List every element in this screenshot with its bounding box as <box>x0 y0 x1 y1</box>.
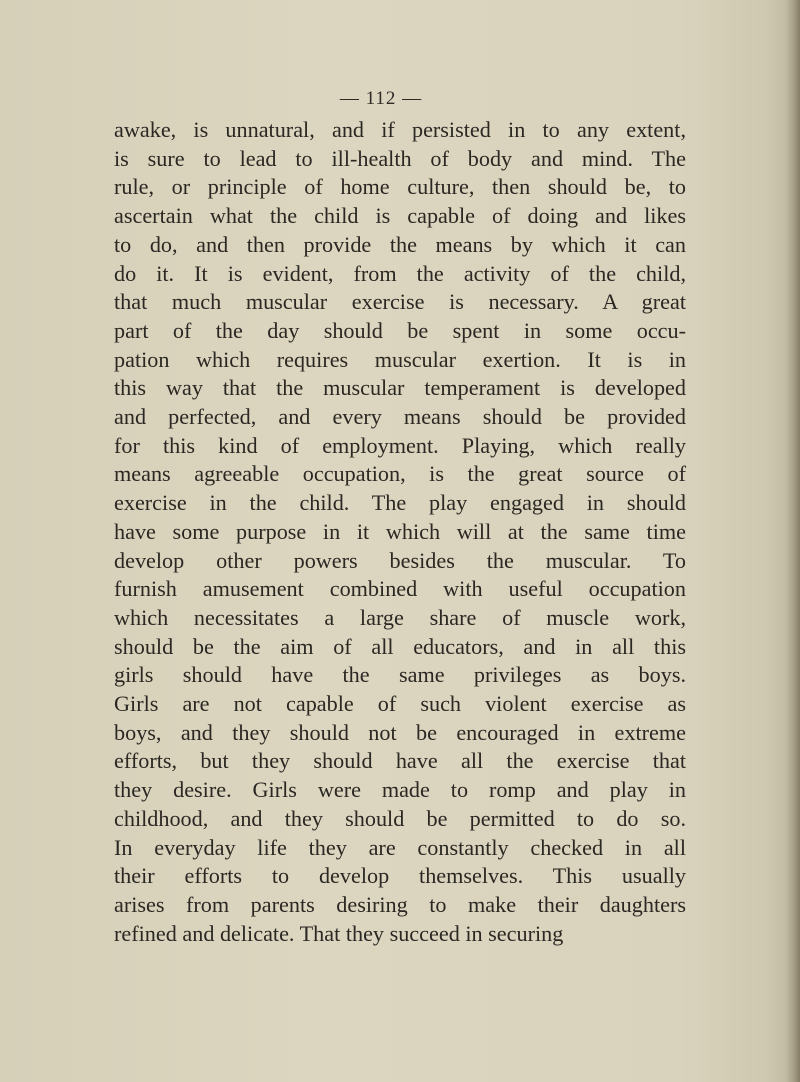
text-line: rule, or principle of home culture, then should be, to <box>114 174 686 200</box>
text-line: arises from parents desiring to make their daughters <box>114 891 686 917</box>
text-line: refined and delicate. That they succeed in securing <box>114 920 564 946</box>
text-line: to do, and then provide the means by which it can <box>114 231 686 257</box>
text-line: do it. It is evident, from the activity of the child, <box>114 260 686 286</box>
text-line: Girls are not capable of such violent exercise as <box>114 691 686 717</box>
text-line: that much muscular exercise is necessary. A great <box>114 289 686 315</box>
text-line: is sure to lead to ill-health of body and mind. The <box>114 145 686 171</box>
text-line: which necessitates a large share of muscle work, <box>114 604 686 630</box>
text-line: pation which requires muscular exertion. It is in <box>114 346 686 372</box>
text-line: awake, is unnatural, and if persisted in to any extent, <box>114 117 686 142</box>
page-number: — 112 — <box>339 88 423 109</box>
text-line: girls should have the same privileges as boys. <box>114 662 686 688</box>
text-line: they desire. Girls were made to romp and play in <box>114 777 686 803</box>
text-line: this way that the muscular temperament is developed <box>114 375 686 401</box>
text-line: boys, and they should not be encouraged in extreme <box>114 719 686 745</box>
text-line: exercise in the child. The play engaged in should <box>114 490 686 516</box>
text-line: should be the aim of all educators, and in all this <box>114 633 686 659</box>
text-line: means agreeable occupation, is the great source of <box>114 461 686 487</box>
text-line: ascertain what the child is capable of doing and likes <box>114 203 686 229</box>
text-line: develop other powers besides the muscular. To <box>114 547 686 573</box>
body-text <box>114 116 686 948</box>
text-line: efforts, but they should have all the exercise that <box>114 748 686 774</box>
text-line: childhood, and they should be permitted to do so. <box>114 805 686 831</box>
text-line: In everyday life they are constantly checked in all <box>114 834 686 860</box>
text-line: and perfected, and every means should be provided <box>114 404 686 430</box>
text-line: furnish amusement combined with useful occupation <box>114 576 686 602</box>
page-edge-shadow <box>786 0 800 1082</box>
text-line: for this kind of employment. Playing, which really <box>114 432 686 458</box>
text-line: part of the day should be spent in some occu- <box>114 317 686 343</box>
text-line: their efforts to develop themselves. This usually <box>114 863 686 889</box>
text-line: have some purpose in it which will at the same time <box>114 518 686 544</box>
